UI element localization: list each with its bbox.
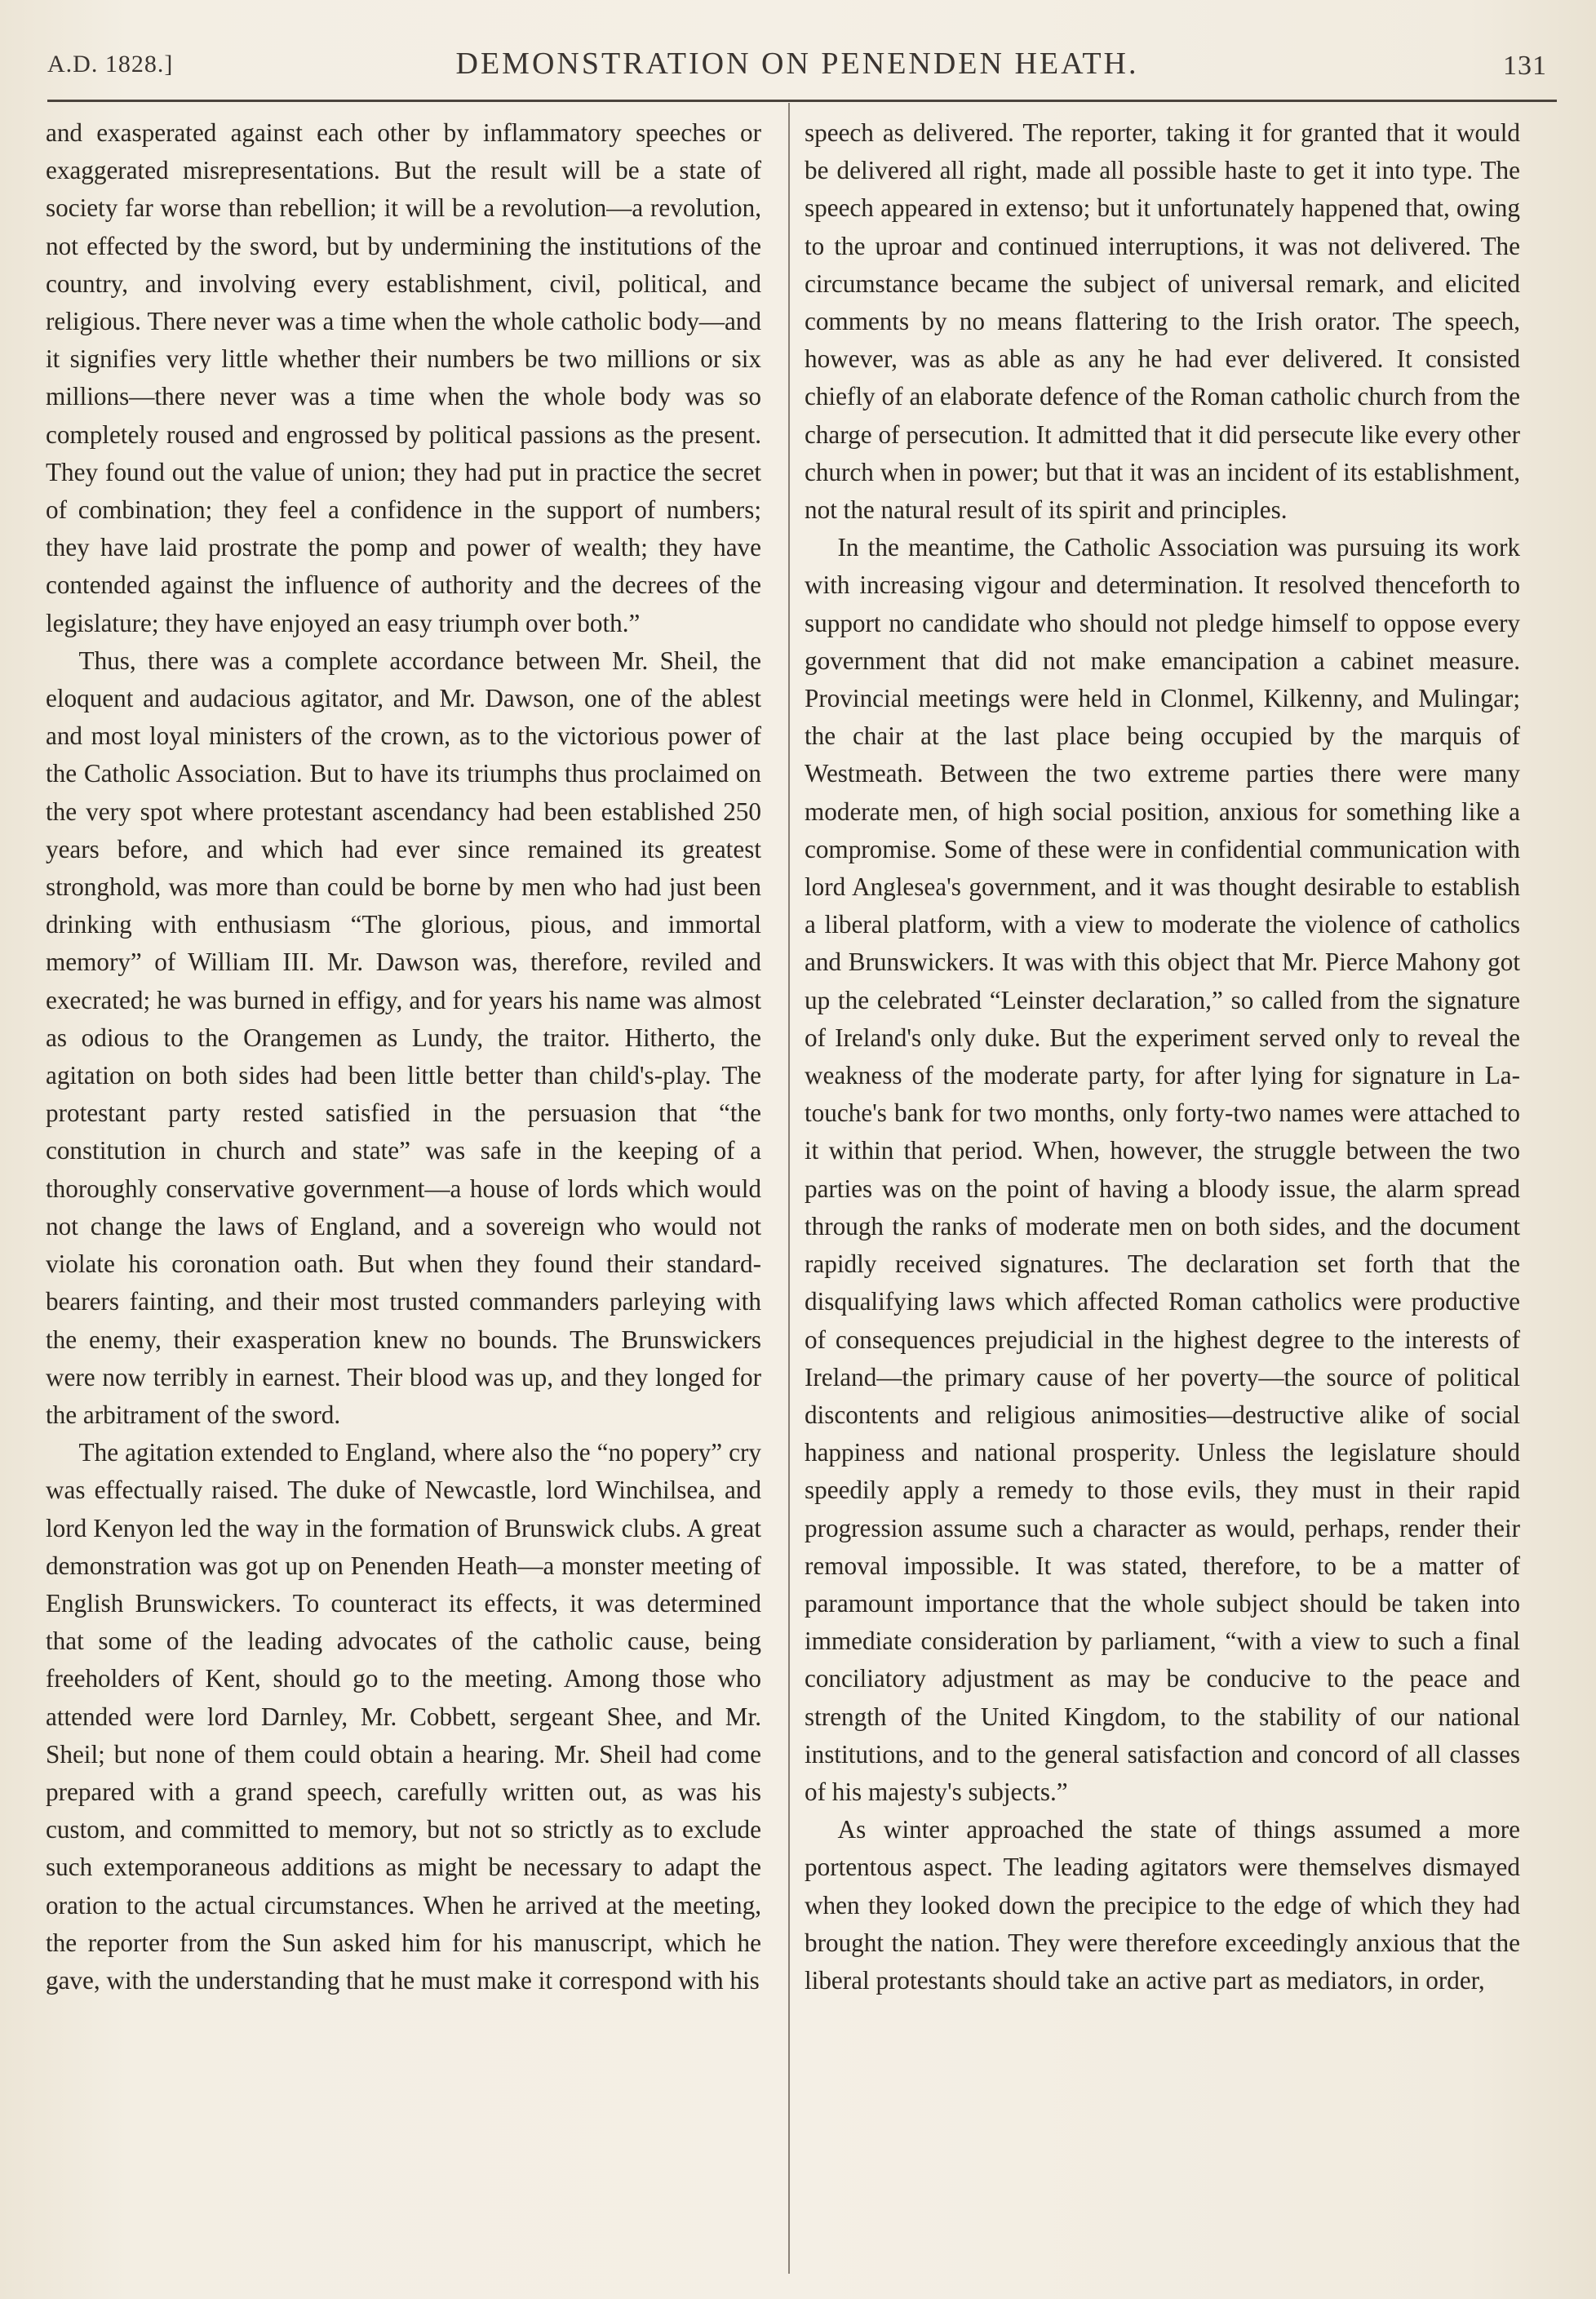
paragraph: The agitation extended to England, where also the “no popery” cry was effectually raised. The duke of Newcastle, lord Winchilsea, and lord Kenyon led the way in the formation of Brunswick clubs. A great demonstration was got up on Penenden Heath—a monster meeting of English Brunswickers. To counteract its effects, it was determined that some of the leading advocates of the catholic cause, being freeholders of Kent, should go to the meeting. Among those who attended were lord Darnley, Mr. Cobbett, sergeant Shee, and Mr. Sheil; but none of them could obtain a hearing. Mr. Sheil had come prepared with a grand speech, carefully written out, as was his custom, and committed to memory, but not so strictly as to exclude such extemporaneous additions as might be necessary to adapt the oration to the actual circumstances. When he arrived at the meeting, the reporter from the Sun asked him for his manuscript, which he gave, with the understanding that he must make it correspond with his [46, 1438, 761, 1995]
paragraph: speech as delivered. The reporter, taking it for granted that it would be delivered all right, made all possible haste to get it into type. The speech appeared in extenso; but it unfortunately happened that, owing to the uproar and continued interruptions, it was not delivered. The circumstance became the subject of universal remark, and elicited comments by no means flattering to the Irish orator. The speech, however, was as able as any he had ever delivered. It consisted chiefly of an elaborate defence of the Roman catholic church from the charge of persecution. It admitted that it did persecute like every other church when in power; but that it was an incident of its establishment, not the natural result of its spirit and principles. [805, 118, 1520, 525]
column-divider [788, 103, 790, 2274]
page-number: 131 [1503, 51, 1547, 81]
paragraph: In the meantime, the Catholic Association was pursuing its work with increasing vigour and determination. It resolved thenceforth to support no candidate who should not pledge himself to oppose every government that did not make emancipation a cabinet measure. Provincial meetings were held in Clonmel, Kilkenny, and Mulingar; the chair at the last place being occupied by the marquis of Westmeath. Between the two extreme parties there were many moderate men, of high social position, anxious for something like a compromise. Some of these were in confidential communication with lord Anglesea's government, and it was thought desirable to establish a liberal platform, with a view to moderate the violence of catholics and Brunswickers. It was with this object that Mr. Pierce Mahony got up the celebrated “Leinster declaration,” so called from the signature of Ireland's only duke. But the experiment served only to reveal the weakness of the moderate party, for after lying for signature in La-touche's bank for two months, only forty-two names were attached to it within that period. When, however, the struggle between the two parties was on the point of having a bloody issue, the alarm spread through the ranks of moderate men on both sides, and the document rapidly received signatures. The declaration set forth that the disqualifying laws which affected Roman catholics were productive of consequences prejudicial in the highest degree to the interests of Ireland—the primary cause of her poverty—the source of political discontents and religious animosities—destructive alike of social happiness and national prosperity. Unless the legislature should speedily apply a remedy to those evils, they must in their rapid progression assume such a character as would, perhaps, render their removal impossible. It was stated, therefore, to be a matter of paramount importance that the whole subject should be taken into immediate consideration by parliament, “with a view to such a final conciliatory adjustment as may be conducive to the peace and strength of the United Kingdom, to the stability of our national institutions, and to the general satisfaction and concord of all classes of his majesty's subjects.” [805, 533, 1520, 1806]
running-head-title: DEMONSTRATION ON PENENDEN HEATH. [455, 47, 1139, 81]
paragraph: Thus, there was a complete accordance between Mr. Sheil, the eloquent and audacious agitator, and Mr. Dawson, one of the ablest and most loyal ministers of the crown, as to the victorious power of the Catholic Association. But to have its triumphs thus proclaimed on the very spot where protestant ascendancy had been established 250 years before, and which had ever since remained its greatest stronghold, was more than could be borne by men who had just been drinking with enthusiasm “The glorious, pious, and immortal memory” of William III. Mr. Dawson was, therefore, reviled and execrated; he was burned in effigy, and for years his name was almost as odious to the Orangemen as Lundy, the traitor. Hitherto, the agitation on both sides had been little better than child's-play. The protestant party rested satisfied in the persuasion that “the constitution in church and state” was safe in the keeping of a thoroughly conservative government—a house of lords which would not change the laws of England, and a sovereign who would not violate his coronation oath. But when they found their standard-bearers fainting, and their most trusted commanders parleying with the enemy, their exasperation knew no bounds. The Brunswickers were now terribly in earnest. Their blood was up, and they longed for the arbitrament of the sword. [46, 646, 761, 1429]
left-column [46, 114, 761, 1999]
header-rule [47, 100, 1557, 102]
running-head [47, 46, 1547, 85]
running-head-date: A.D. 1828.] [47, 51, 174, 78]
paragraph: and exasperated against each other by inflammatory speeches or exaggerated misrepresentations. But the result will be a state of society far worse than rebellion; it will be a revolution—a revolution, not effected by the sword, but by undermining the institutions of the country, and involving every establishment, civil, political, and religious. There never was a time when the whole catholic body—and it signifies very little whether their numbers be two millions or six millions—there never was a time when the whole body was so completely roused and engrossed by political passions as the present. They found out the value of union; they had put in practice the secret of combination; they feel a confidence in the support of numbers; they have laid prostrate the pomp and power of wealth; they have contended against the influence of authority and the decrees of the legislature; they have enjoyed an easy triumph over both.” [46, 118, 761, 637]
paragraph: As winter approached the state of things assumed a more portentous aspect. The leading agitators were themselves dismayed when they looked down the precipice to the edge of which they had brought the nation. They were therefore exceedingly anxious that the liberal protestants should take an active part as mediators, in order, [805, 1815, 1520, 1995]
right-column [805, 114, 1520, 1999]
